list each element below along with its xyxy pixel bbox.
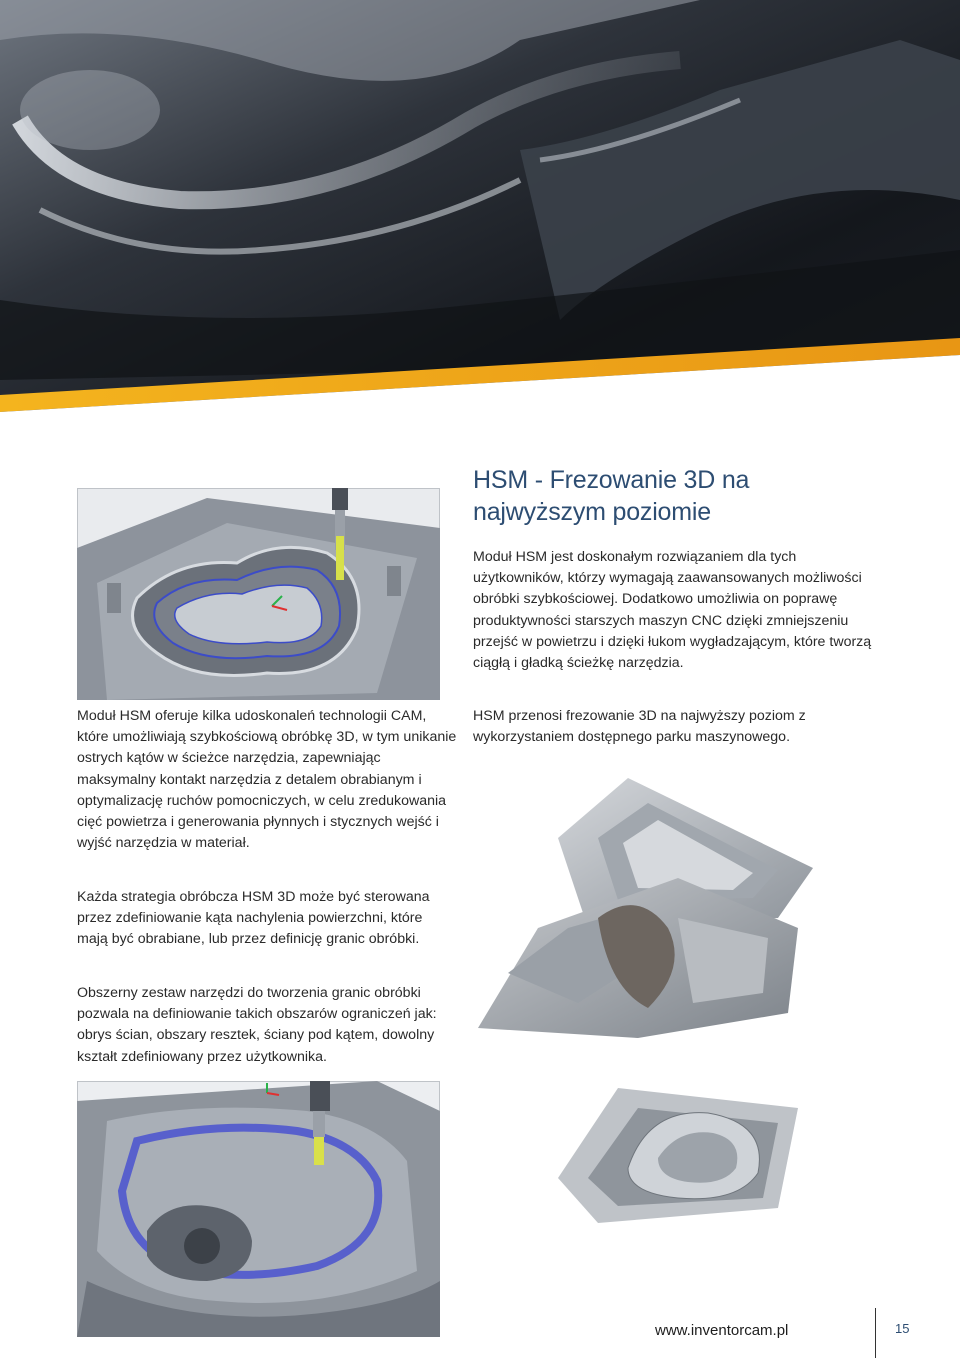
machined-molds-image	[478, 778, 818, 1248]
page-title-line-1: HSM - Frezowanie 3D na	[473, 466, 750, 494]
cam-toolpath-image-bottom	[77, 1081, 440, 1337]
hero-photo	[0, 0, 960, 430]
boundaries-paragraph: Obszerny zestaw narzędzi do tworzenia granic obróbki pozwala na definiowanie takich obszarów ograniczeń jak: obrys ścian, obszary resztek, ściany pod kątem, dowolny kształt zdefiniowany przez użytkownika.	[77, 985, 437, 1065]
strategy-paragraph: Każda strategia obróbcza HSM 3D może być sterowana przez zdefiniowanie kąta nachylenia powierzchni, które mają być obrabiane, lub przez definicję granic obróbki.	[77, 889, 430, 948]
footer-website-link[interactable]: www.inventorcam.pl	[655, 1322, 789, 1339]
intro-paragraph: Moduł HSM jest doskonałym rozwiązaniem dla tych użytkowników, którzy wymagają zaawansowanych możliwości obróbki szybkościowej. Dodatkowo umożliwia on poprawę produktywności starszych maszyn CNC dzięki zmniejszeniu przejść w powietrzu i dzięki łukom wygładzającym, które tworzą ciągłą i gładką ścieżkę narzędzia.	[473, 549, 872, 672]
page-title	[473, 464, 933, 528]
page-title-line-2: najwyższym poziomie	[473, 498, 711, 526]
footer-divider	[875, 1308, 876, 1358]
features-paragraph: Moduł HSM oferuje kilka udoskonaleń technologii CAM, które umożliwiają szybkościową obróbkę 3D, w tym unikanie ostrych kątów w ścieżce narzędzia, zapewniając maksymalny kontakt narzędzia z detalem obrabianym i optymalizację ruchów pomocniczych, w celu zredukowania cięć powietrza i generowania płynnych i stycznych wejść i wyjść narzędzia w materiał.	[77, 708, 457, 852]
cam-toolpath-image-top	[77, 488, 440, 700]
summary-paragraph: HSM przenosi frezowanie 3D na najwyższy poziom z wykorzystaniem dostępnego parku maszynowego.	[473, 708, 806, 746]
page-number: 15	[895, 1321, 910, 1336]
